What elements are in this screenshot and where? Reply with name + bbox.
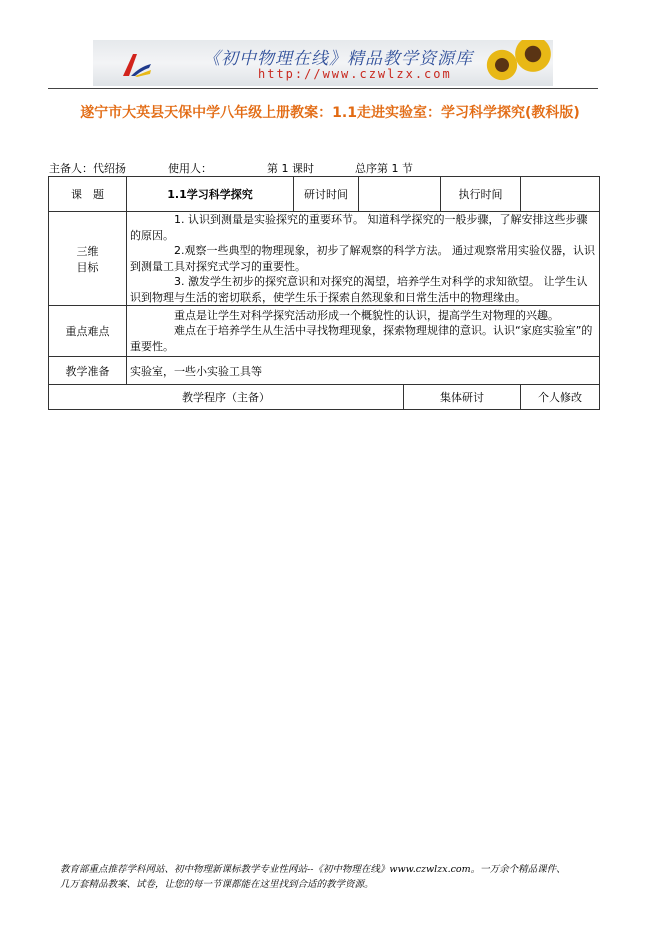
order-label: 总序第 1 节 (355, 162, 413, 175)
table-row (49, 385, 600, 410)
goal-item: 3. 激发学生初步的探究意识和对探究的渴望，培养学生对科学的求知欲望。 让学生认识到物理与生活的密切联系，使学生乐于探索自然现象和日常生活中的物理缘由。 (130, 275, 588, 304)
table-row (49, 306, 600, 357)
key-points-label: 重点难点 (49, 306, 127, 357)
goals-label-line: 三维 (76, 244, 99, 258)
goals-label (49, 212, 127, 306)
user-label: 使用人： (168, 162, 212, 175)
program-label: 教学程序（主备） (49, 385, 404, 410)
personal-label: 个人修改 (521, 385, 600, 410)
key-point-item: 难点在于培养学生从生活中寻找物理现象，探索物理规律的意识。认识“家庭实验室”的重要性。 (130, 324, 593, 353)
footer-line: 教育部重点推荐学科网站、初中物理新课标教学专业性网站--《初中物理在线》www.czwlzx.com。一万余个精品课件、 (60, 864, 566, 875)
author-label: 主备人：代绍扬 (49, 162, 126, 175)
prep-value: 实验室，一些小实验工具等 (127, 357, 600, 385)
goal-item: 1. 认识到测量是实验探究的重要环节。 知道科学探究的一般步骤，了解安排这些步骤的原因。 (130, 213, 588, 242)
goals-cell (127, 212, 600, 306)
prep-label: 教学准备 (49, 357, 127, 385)
footer-line: 几万套精品教案、试卷，让您的每一节课都能在这里找到合适的教学资源。 (60, 879, 374, 890)
discuss-time-value (359, 177, 441, 212)
logo-icon (119, 48, 153, 80)
banner-title: 《初中物理在线》精品教学资源库 (203, 49, 473, 69)
footer-note (60, 862, 605, 892)
sunflower-icon (513, 40, 553, 74)
lesson-plan-table (48, 176, 600, 410)
goals-label-line: 目标 (76, 260, 99, 274)
header-divider (48, 88, 598, 89)
exec-time-value (521, 177, 600, 212)
discuss-time-label: 研讨时间 (294, 177, 359, 212)
collective-label: 集体研讨 (404, 385, 521, 410)
table-row (49, 177, 600, 212)
lesson-label: 第 1 课时 (267, 162, 314, 175)
key-point-item: 重点是让学生对科学探究活动形成一个概貌性的认识，提高学生对物理的兴趣。 (174, 308, 559, 322)
header-banner (93, 40, 553, 86)
key-points-cell (127, 306, 600, 357)
banner-url: http://www.czwlzx.com (258, 67, 452, 81)
topic-value: 1.1学习科学探究 (127, 177, 294, 212)
topic-label: 课 题 (49, 177, 127, 212)
table-row (49, 212, 600, 306)
goal-item: 2.观察一些典型的物理现象，初步了解观察的科学方法。 通过观察常用实验仪器，认识到测量工具对探究式学习的重要性。 (130, 244, 595, 273)
exec-time-label: 执行时间 (441, 177, 521, 212)
page-title: 遂宁市大英县天保中学八年级上册教案：1.1走进实验室：学习科学探究(教科版) (80, 105, 580, 121)
table-row (49, 357, 600, 385)
